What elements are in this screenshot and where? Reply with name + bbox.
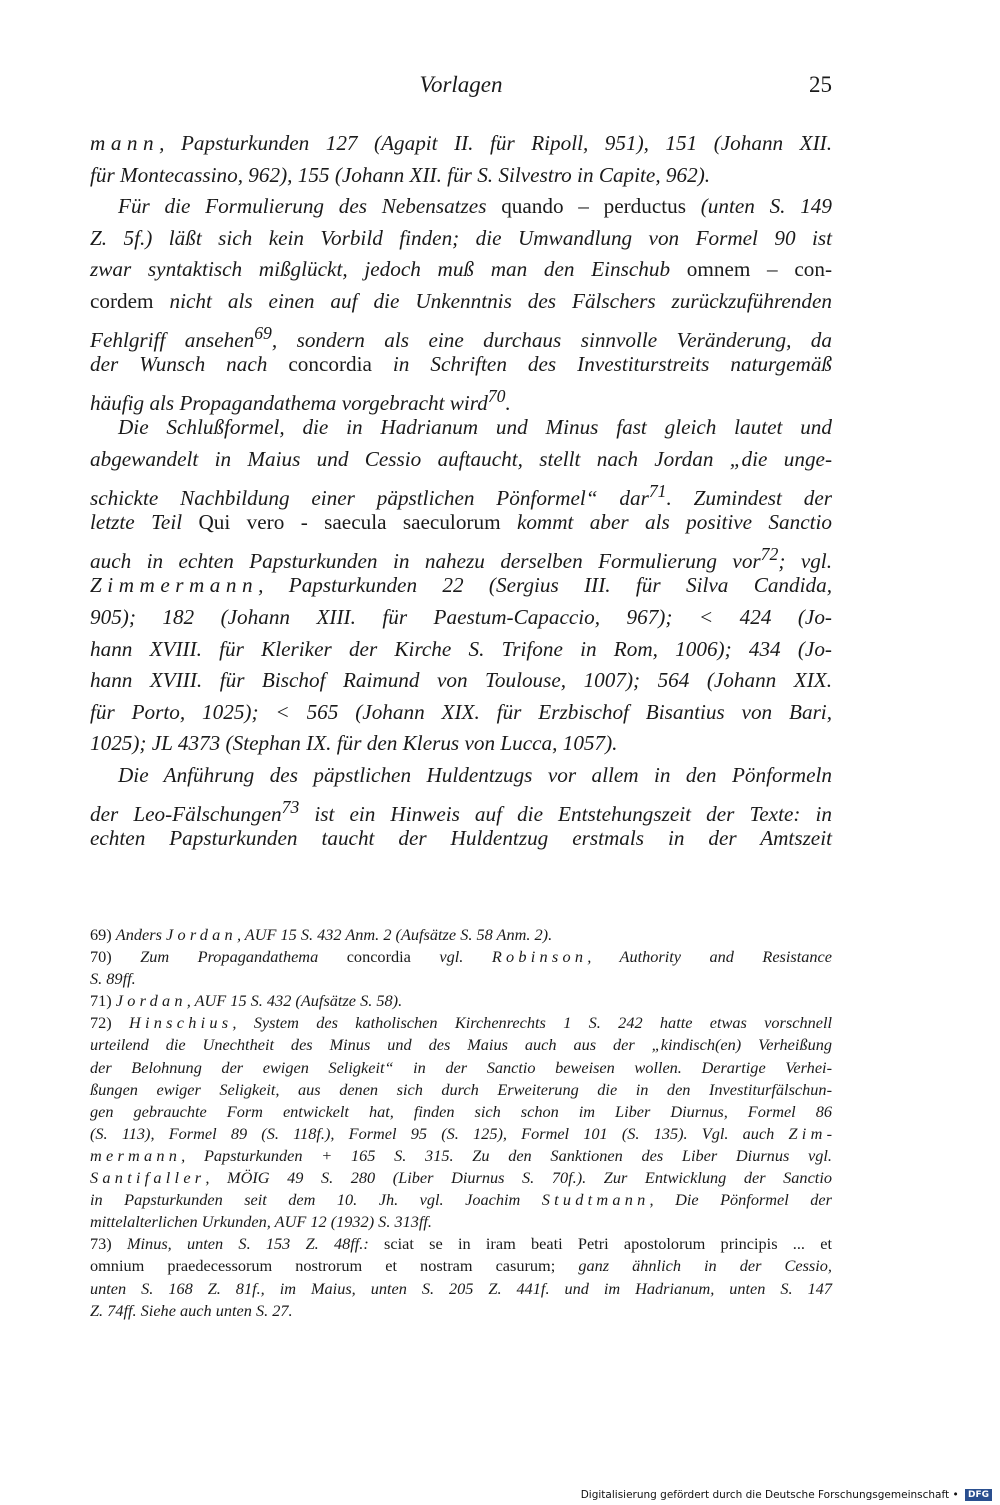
main-text	[90, 128, 832, 855]
text-line: Die Schlußformel, die in Hadrianum und Minus fast gleich lautet und	[118, 415, 832, 440]
credit-text: Digitalisierung gefördert durch die Deutsche Forschungsgemeinschaft •	[580, 1489, 959, 1501]
footnote-line: gen gebrauchte Form entwickelt hat, finden sich schon im Liber Diurnus, Formel 86	[90, 1101, 832, 1121]
footnote-line: 73) Minus, unten S. 153 Z. 48ff.: sciat se in iram beati Petri apostolorum principis ... et	[90, 1234, 833, 1254]
text-line: für Porto, 1025); < 565 (Johann XIX. für Erzbischof Bisantius von Bari,	[90, 699, 832, 724]
footnote-line: mittelalterlichen Urkunden, AUF 12 (1932) S. 313ff.	[90, 1212, 433, 1232]
text-line: echten Papsturkunden taucht der Huldentzug erstmals in der Amtszeit	[90, 826, 832, 851]
footnote-line: der Belohnung der ewigen Seligkeit“ in der Sanctio beweisen wollen. Derartige Verhei-	[90, 1057, 832, 1077]
footnote-line: (S. 113), Formel 89 (S. 118f.), Formel 95 (S. 125), Formel 101 (S. 135). Vgl. auch Zim-	[90, 1123, 832, 1143]
footnote-line: Z. 74ff. Siehe auch unten S. 27.	[90, 1300, 293, 1320]
footnote-line: unten S. 168 Z. 81f., im Maius, unten S. 205 Z. 441f. und im Hadrianum, unten S. 147	[90, 1278, 832, 1298]
digitization-credit	[581, 1489, 992, 1501]
dfg-logo: DFG	[965, 1489, 992, 1501]
text-line: cordem nicht als einen auf die Unkenntnis des Fälschers zurückzuführenden	[90, 288, 832, 313]
footnote-line: mermann, Papsturkunden + 165 S. 315. Zu den Sanktionen des Liber Diurnus vgl.	[90, 1145, 832, 1165]
footnote-line: omnium praedecessorum nostrorum et nostram casurum; ganz ähnlich in der Cessio,	[90, 1256, 832, 1276]
text-line: Fehlgriff ansehen$^{69}$, sondern als eine durchaus sinnvolle Veränderung, da	[90, 322, 832, 352]
text-line: 1025); JL 4373 (Stephan IX. für den Klerus von Lucca, 1057).	[90, 731, 618, 756]
text-line: auch in echten Papsturkunden in nahezu derselben Formulierung vor$^{72}$; vgl.	[90, 543, 832, 573]
footnote-line: ßungen ewiger Seligkeit, aus denen sich durch Erweiterung die in den Investiturfälschun-	[90, 1079, 832, 1099]
text-line: für Montecassino, 962), 155 (Johann XII. für S. Silvestro in Capite, 962).	[90, 162, 711, 187]
text-line: 905); 182 (Johann XIII. für Paestum-Capaccio, 967); < 424 (Jo-	[90, 604, 832, 629]
running-title: Vorlagen	[419, 72, 503, 97]
footnote-line: S. 89ff.	[90, 969, 136, 989]
footnote-line: 72) Hinschius, System des katholischen Kirchenrechts 1 S. 242 hatte etwas vorschnell	[90, 1013, 832, 1033]
footnotes	[90, 924, 832, 1322]
footnote-line: 71) Jordan, AUF 15 S. 432 (Aufsätze S. 58).	[90, 991, 403, 1011]
text-line: mann, Papsturkunden 127 (Agapit II. für Ripoll, 951), 151 (Johann XII.	[90, 131, 832, 155]
text-line: abgewandelt in Maius und Cessio auftaucht, stellt nach Jordan „die unge-	[90, 446, 832, 471]
text-line: hann XVIII. für Bischof Raimund von Toulouse, 1007); 564 (Johann XIX.	[90, 668, 832, 693]
page-number: 25	[809, 72, 832, 97]
footnote-line: 70) Zum Propagandathema concordia vgl. Robinson, Authority and Resistance	[90, 947, 833, 967]
text-line: der Wunsch nach concordia in Schriften des Investiturstreits naturgemäß	[90, 352, 833, 377]
footnote-line: in Papsturkunden seit dem 10. Jh. vgl. Joachim Studtmann, Die Pönformel der	[90, 1190, 832, 1210]
footnote-line: Santifaller, MÖIG 49 S. 280 (Liber Diurnus S. 70f.). Zur Entwicklung der Sanctio	[90, 1168, 832, 1188]
footnote-line: urteilend die Unechtheit des Minus und des Maius auch aus der „kindisch(en) Verheißung	[90, 1035, 832, 1055]
text-line: der Leo-Fälschungen$^{73}$ ist ein Hinweis auf die Entstehungszeit der Texte: in	[90, 796, 832, 826]
text-line: Zimmermann, Papsturkunden 22 (Sergius III. für Silva Candida,	[90, 573, 832, 598]
text-line: Z. 5f.) läßt sich kein Vorbild finden; die Umwandlung von Formel 90 ist	[90, 225, 832, 250]
page-header	[90, 72, 832, 104]
text-line: letzte Teil Qui vero - saecula saeculorum kommt aber als positive Sanctio	[90, 510, 832, 535]
text-line: zwar syntaktisch mißglückt, jedoch muß man den Einschub omnem – con-	[90, 257, 832, 282]
text-line: schickte Nachbildung einer päpstlichen Pönformel“ dar$^{71}$. Zumindest der	[90, 480, 833, 510]
text-line: hann XVIII. für Kleriker der Kirche S. Trifone in Rom, 1006); 434 (Jo-	[90, 636, 832, 661]
text-line: häufig als Propagandathema vorgebracht wird$^{70}$.	[90, 385, 511, 415]
text-line: Für die Formulierung des Nebensatzes quando – perductus (unten S. 149	[118, 194, 832, 219]
footnote-line: 69) Anders Jordan, AUF 15 S. 432 Anm. 2 (Aufsätze S. 58 Anm. 2).	[90, 925, 553, 944]
text-line: Die Anführung des päpstlichen Huldentzugs vor allem in den Pönformeln	[118, 762, 832, 787]
